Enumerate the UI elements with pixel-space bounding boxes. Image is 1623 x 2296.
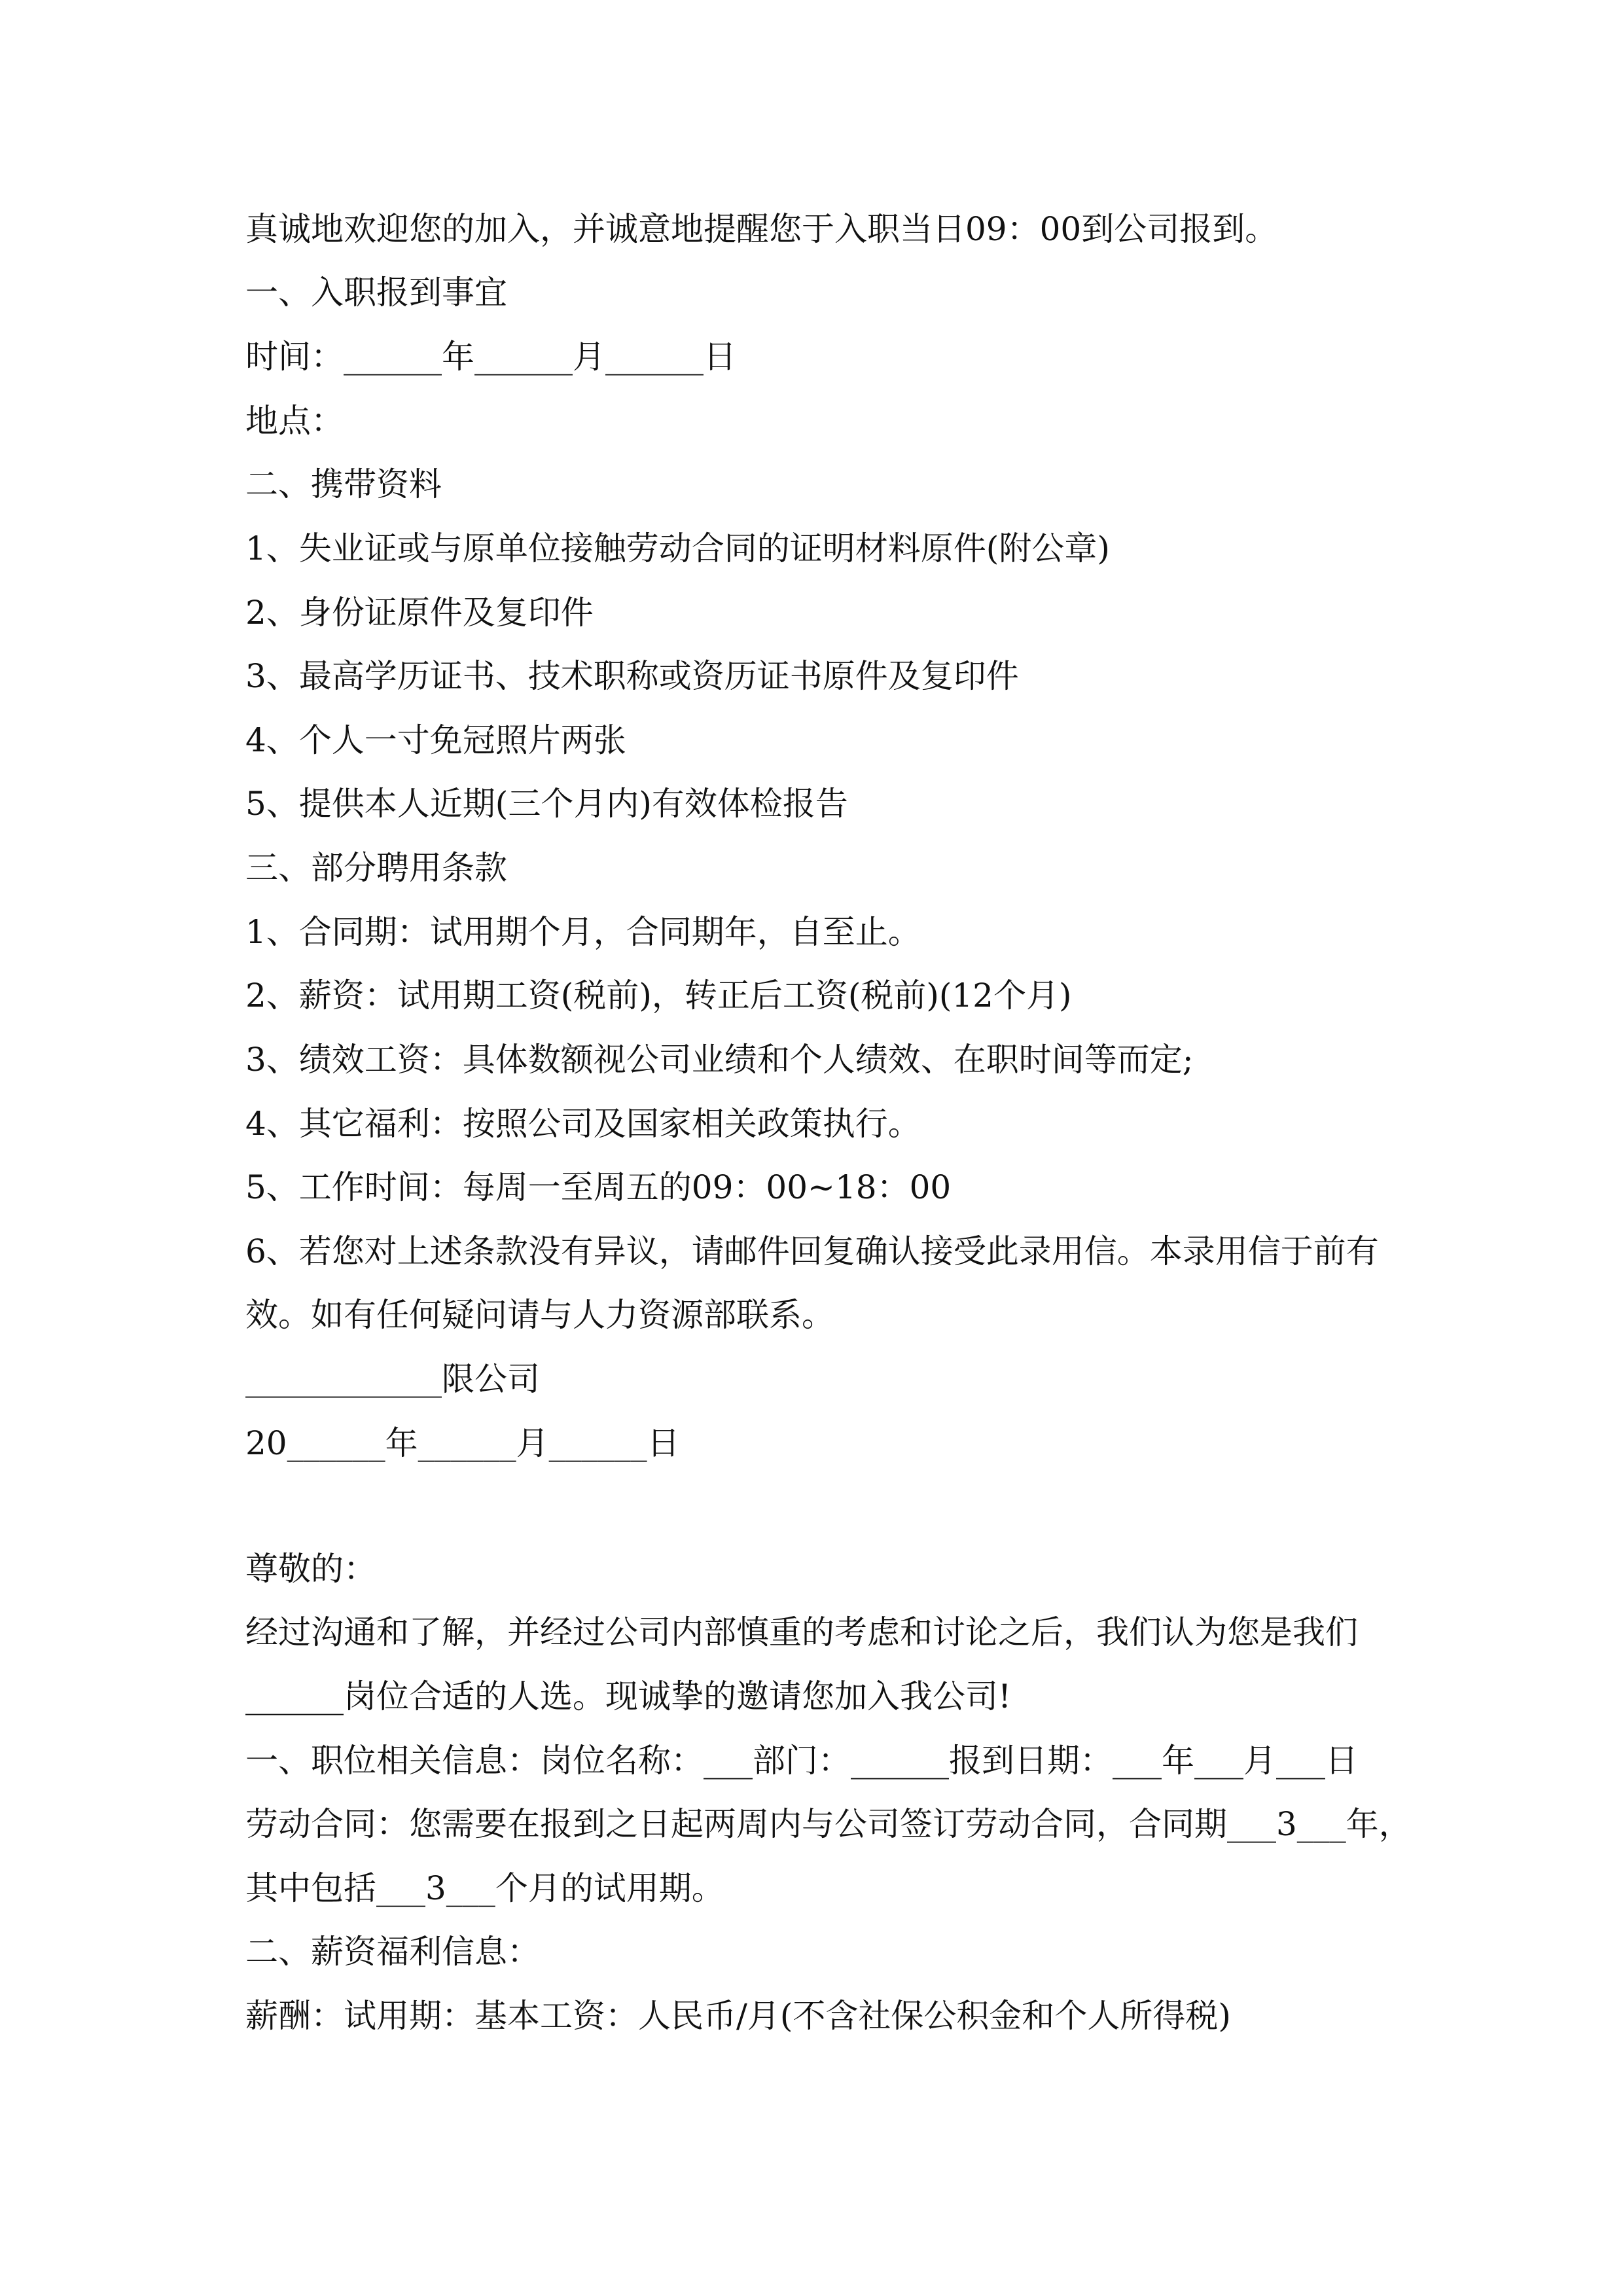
section-heading-materials: 二、携带资料 [245, 465, 442, 503]
labor-contract: 劳动合同：您需要在报到之日起两周内与公司签订劳动合同，合同期___3___年， [245, 1805, 1412, 1843]
terms-item-5: 5、工作时间：每周一至周五的09：00~18：00 [245, 1168, 952, 1206]
welcome-paragraph: 真诚地欢迎您的加入，并诚意地提醒您于入职当日09：00到公司报到。 [245, 210, 1278, 248]
invitation-paragraph: 经过沟通和了解，并经过公司内部慎重的考虑和讨论之后，我们认为您是我们 [245, 1613, 1358, 1651]
invitation-paragraph-continued: ______岗位合适的人选。现诚挚的邀请您加入我公司! [245, 1677, 1012, 1715]
terms-item-1: 1、合同期：试用期个月，合同期年，自至止。 [245, 913, 921, 951]
position-info: 一、职位相关信息：岗位名称：___部门：______报到日期：___年___月___日 [245, 1742, 1358, 1780]
terms-item-3: 3、绩效工资：具体数额视公司业绩和个人绩效、在职时间等而定; [245, 1041, 1194, 1079]
labor-contract-continued: 其中包括___3___个月的试用期。 [245, 1869, 724, 1907]
section-heading-compensation: 二、薪资福利信息： [245, 1933, 540, 1971]
materials-item-3: 3、最高学历证书、技术职称或资历证书原件及复印件 [245, 657, 1019, 695]
salutation: 尊敬的： [245, 1550, 376, 1588]
section-heading-onboarding: 一、入职报到事宜 [245, 274, 507, 312]
materials-item-2: 2、身份证原件及复印件 [245, 594, 594, 632]
section-heading-terms: 三、部分聘用条款 [245, 849, 507, 887]
materials-item-5: 5、提供本人近期(三个月内)有效体检报告 [245, 785, 848, 823]
materials-item-4: 4、个人一寸免冠照片两张 [245, 721, 626, 759]
onboarding-location: 地点： [245, 402, 344, 440]
company-signature: ____________限公司 [245, 1360, 540, 1398]
signature-date: 20______年______月______日 [245, 1424, 680, 1462]
terms-item-4: 4、其它福利：按照公司及国家相关政策执行。 [245, 1105, 921, 1143]
materials-item-1: 1、失业证或与原单位接触劳动合同的证明材料原件(附公章) [245, 529, 1110, 567]
onboarding-time: 时间：______年______月______日 [245, 338, 736, 376]
compensation-details: 薪酬：试用期：基本工资：人民币/月(不含社保公积金和个人所得税) [245, 1997, 1231, 2035]
terms-item-6: 6、若您对上述条款没有异议，请邮件回复确认接受此录用信。本录用信于前有 [245, 1232, 1379, 1270]
terms-item-6-continued: 效。如有任何疑问请与人力资源部联系。 [245, 1296, 834, 1334]
terms-item-2: 2、薪资：试用期工资(税前)，转正后工资(税前)(12个月) [245, 977, 1072, 1014]
